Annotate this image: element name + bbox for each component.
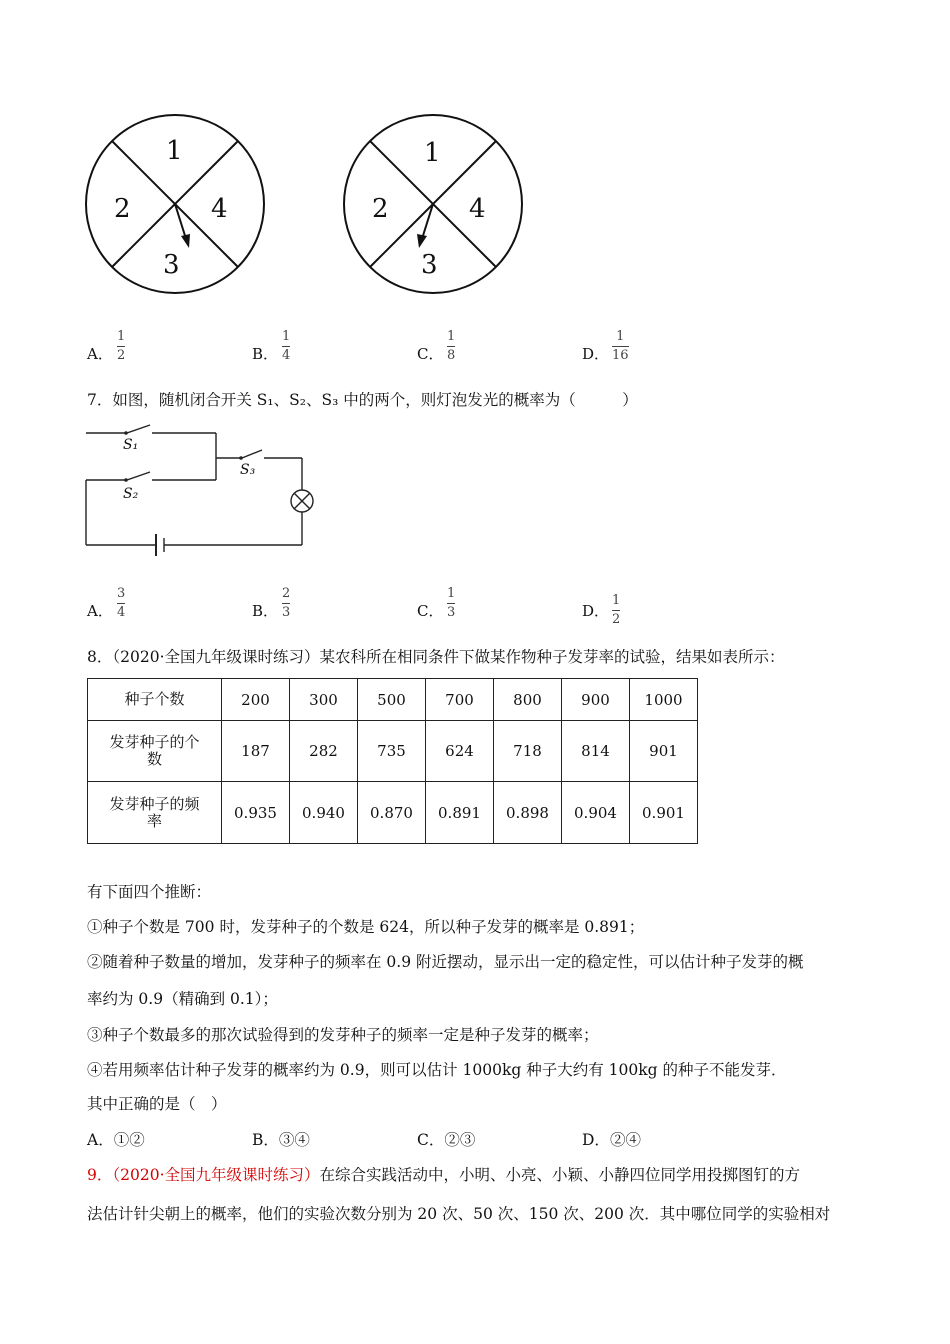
germination-table bbox=[87, 678, 698, 844]
q9-question-line1 bbox=[87, 1165, 800, 1185]
q8-statement-2-cont: 率约为 0.9（精确到 0.1）； bbox=[87, 990, 278, 1008]
q8-question-prompt: 其中正确的是（ ） bbox=[87, 1095, 227, 1113]
spinner-left-label-2: 2 bbox=[114, 194, 131, 224]
fraction-numerator: 2 bbox=[282, 586, 291, 601]
fraction-numerator: 1 bbox=[117, 329, 126, 344]
q6-option-a-letter: A． bbox=[87, 345, 113, 363]
option-letter: D． bbox=[582, 1131, 610, 1149]
table-cell: 735 bbox=[358, 721, 426, 782]
table-cell: 0.898 bbox=[494, 782, 562, 844]
fraction-denominator: 8 bbox=[447, 348, 456, 363]
spinner-left-label-1: 1 bbox=[166, 136, 183, 166]
q7-option-a-letter: A． bbox=[87, 602, 113, 620]
option-letter: C． bbox=[417, 1131, 445, 1149]
q7-option-b-fraction bbox=[282, 587, 290, 620]
table-cell: 300 bbox=[290, 679, 358, 721]
fraction-denominator: 3 bbox=[447, 605, 456, 620]
q6-option-a-fraction bbox=[117, 330, 125, 363]
q8-statement-1: ①种子个数是 700 时，发芽种子的个数是 624，所以种子发芽的概率是 0.891； bbox=[87, 918, 645, 936]
fraction-numerator: 1 bbox=[616, 329, 625, 344]
table-row-header bbox=[88, 721, 222, 782]
q8-source: （2020·全国九年级课时练习） bbox=[112, 648, 320, 666]
q6-option-b-fraction bbox=[282, 330, 290, 363]
fraction-numerator: 1 bbox=[447, 329, 456, 344]
spinner-right-label-4: 4 bbox=[469, 194, 486, 224]
table-cell: 500 bbox=[358, 679, 426, 721]
q7-option-d-letter: D． bbox=[582, 602, 610, 620]
table-cell: 0.870 bbox=[358, 782, 426, 844]
table-cell: 0.891 bbox=[426, 782, 494, 844]
table-cell: 200 bbox=[222, 679, 290, 721]
fraction-numerator: 1 bbox=[282, 329, 291, 344]
option-text: ③④ bbox=[278, 1131, 310, 1149]
q8-statement-4: ④若用频率估计种子发芽的概率约为 0.9，则可以估计 1000kg 种子大约有 100kg 的种子不能发芽． bbox=[87, 1061, 787, 1079]
circuit-label-s3: S₃ bbox=[240, 462, 256, 478]
circuit-diagram bbox=[80, 420, 320, 560]
q7-question-text: 7．如图，随机闭合开关 S₁、S₂、S₃ 中的两个，则灯泡发光的概率为（ ） bbox=[87, 391, 638, 409]
table-cell: 900 bbox=[562, 679, 630, 721]
table-cell: 1000 bbox=[630, 679, 698, 721]
q7-option-a-fraction bbox=[117, 587, 125, 620]
table-cell: 0.940 bbox=[290, 782, 358, 844]
table-row-header-text: 发芽种子的频率 bbox=[109, 794, 200, 830]
table-row bbox=[88, 679, 698, 721]
option-letter: A． bbox=[87, 1131, 114, 1149]
q7-option-b-letter: B． bbox=[252, 602, 279, 620]
q6-option-d-letter: D． bbox=[582, 345, 610, 363]
q9-number: 9． bbox=[87, 1166, 113, 1184]
q8-intro: 有下面四个推断： bbox=[87, 883, 212, 901]
table-cell: 700 bbox=[426, 679, 494, 721]
table-cell: 814 bbox=[562, 721, 630, 782]
q8-question-text: 某农科所在相同条件下做某作物种子发芽率的试验，结果如表所示： bbox=[319, 648, 785, 666]
spinner-left-label-3: 3 bbox=[163, 250, 180, 280]
circuit-label-s2: S₂ bbox=[123, 486, 139, 502]
q8-number: 8． bbox=[87, 648, 113, 666]
fraction-denominator: 16 bbox=[612, 348, 629, 363]
fraction-denominator: 2 bbox=[117, 348, 126, 363]
option-text: ②③ bbox=[444, 1131, 476, 1149]
table-cell: 718 bbox=[494, 721, 562, 782]
table-row-header bbox=[88, 782, 222, 844]
table-cell: 901 bbox=[630, 721, 698, 782]
fraction-denominator: 4 bbox=[282, 348, 291, 363]
table-cell: 0.901 bbox=[630, 782, 698, 844]
table-cell: 800 bbox=[494, 679, 562, 721]
table-cell: 0.904 bbox=[562, 782, 630, 844]
fraction-numerator: 1 bbox=[612, 593, 621, 608]
option-letter: B． bbox=[252, 1131, 279, 1149]
q9-source: （2020·全国九年级课时练习） bbox=[112, 1166, 320, 1184]
table-cell: 0.935 bbox=[222, 782, 290, 844]
fraction-denominator: 3 bbox=[282, 605, 291, 620]
q9-text-line1: 在综合实践活动中，小明、小亮、小颖、小静四位同学用投掷图钉的方 bbox=[319, 1166, 801, 1184]
spinner-right-label-3: 3 bbox=[421, 250, 438, 280]
q8-option-a bbox=[87, 1130, 145, 1150]
table-row bbox=[88, 782, 698, 844]
table-cell: 624 bbox=[426, 721, 494, 782]
circuit-label-s1: S₁ bbox=[123, 437, 139, 453]
table-row-header-text: 发芽种子的个数 bbox=[109, 733, 200, 768]
q8-statement-3: ③种子个数最多的那次试验得到的发芽种子的频率一定是种子发芽的概率； bbox=[87, 1026, 599, 1044]
q8-option-c bbox=[417, 1130, 475, 1150]
table-cell: 187 bbox=[222, 721, 290, 782]
q8-question bbox=[87, 647, 785, 667]
q8-option-b bbox=[252, 1130, 310, 1150]
table-row bbox=[88, 721, 698, 782]
q6-option-c-fraction bbox=[447, 330, 455, 363]
q8-option-d bbox=[582, 1130, 641, 1150]
q8-statement-2: ②随着种子数量的增加，发芽种子的频率在 0.9 附近摆动，显示出一定的稳定性，可以估计种子发芽的概 bbox=[87, 953, 804, 971]
spinner-right-label-2: 2 bbox=[372, 194, 389, 224]
q7-option-c-letter: C． bbox=[417, 602, 444, 620]
option-text: ②④ bbox=[609, 1131, 641, 1149]
q6-option-b-letter: B． bbox=[252, 345, 279, 363]
fraction-denominator: 4 bbox=[117, 605, 126, 620]
fraction-numerator: 3 bbox=[117, 586, 126, 601]
spinner-left-label-4: 4 bbox=[211, 194, 228, 224]
q7-option-c-fraction bbox=[447, 587, 455, 620]
fraction-numerator: 1 bbox=[447, 586, 456, 601]
spinner-right-label-1: 1 bbox=[424, 138, 441, 168]
q6-option-d-fraction bbox=[612, 330, 629, 363]
q9-question-line2: 法估计针尖朝上的概率，他们的实验次数分别为 20 次、50 次、150 次、200 次．其中哪位同学的实验相对 bbox=[87, 1205, 831, 1223]
fraction-denominator: 2 bbox=[612, 612, 621, 627]
option-text: ①② bbox=[113, 1131, 145, 1149]
q6-option-c-letter: C． bbox=[417, 345, 444, 363]
q7-option-d-fraction bbox=[612, 594, 620, 627]
table-cell: 282 bbox=[290, 721, 358, 782]
table-row-header: 种子个数 bbox=[88, 679, 222, 721]
